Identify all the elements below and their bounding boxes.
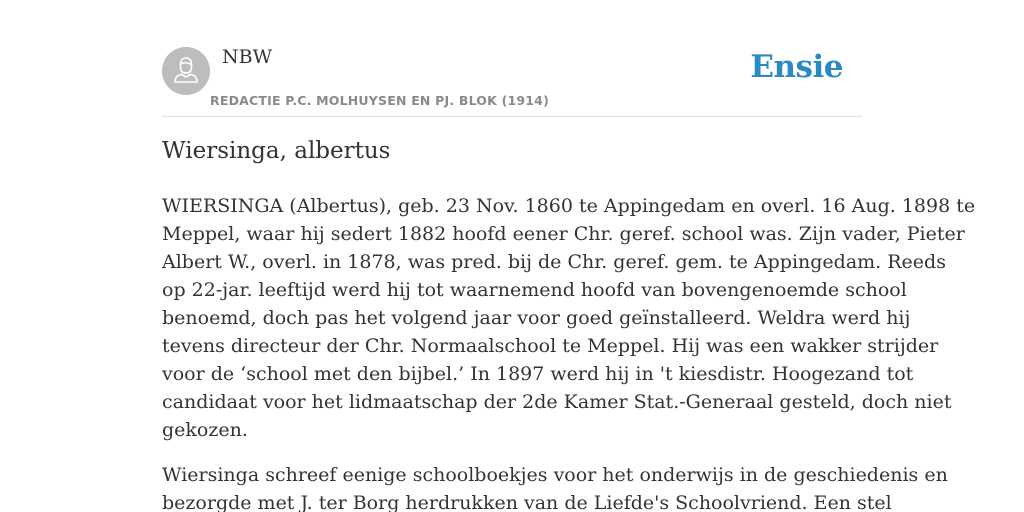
- ensie-logo[interactable]: Ensie: [750, 49, 843, 85]
- text-line: bezorgde met J. ter Borg herdrukken van de Liefde's Schoolvriend. Een stel: [162, 492, 892, 512]
- text-line: Wiersinga schreef eenige schoolboekjes voor het onderwijs in de geschiedenis en: [162, 464, 948, 486]
- text-line: gekozen.: [162, 419, 248, 441]
- author-avatar[interactable]: [162, 47, 210, 95]
- article-body: [162, 192, 976, 512]
- text-line: Meppel, waar hij sedert 1882 hoofd eener Chr. geref. school was. Zijn vader, Pieter: [162, 223, 965, 245]
- article-paragraph: [162, 461, 948, 512]
- article-title: Wiersinga, albertus: [162, 138, 391, 164]
- text-line: op 22-jar. leeftijd werd hij tot waarnemend hoofd van bovengenoemde school: [162, 279, 907, 301]
- author-name[interactable]: NBW: [222, 46, 273, 68]
- article-paragraph: [162, 192, 976, 444]
- text-line: Albert W., overl. in 1878, was pred. bij de Chr. geref. gem. te Appingedam. Reeds: [162, 251, 946, 273]
- text-line: WIERSINGA (Albertus), geb. 23 Nov. 1860 te Appingedam en overl. 16 Aug. 1898 te: [162, 195, 976, 217]
- author-subtitle: REDACTIE P.C. MOLHUYSEN EN PJ. BLOK (1914): [210, 93, 549, 108]
- user-icon: [162, 47, 210, 95]
- text-line: voor de ‘school met den bijbel.’ In 1897 werd hij in 't kiesdistr. Hoogezand tot: [162, 363, 914, 385]
- text-line: candidaat voor het lidmaatschap der 2de Kamer Stat.-Generaal gesteld, doch niet: [162, 391, 952, 413]
- text-line: benoemd, doch pas het volgend jaar voor goed geïnstalleerd. Weldra werd hij: [162, 307, 911, 329]
- text-line: tevens directeur der Chr. Normaalschool te Meppel. Hij was een wakker strijder: [162, 335, 939, 357]
- article-header: [162, 0, 862, 117]
